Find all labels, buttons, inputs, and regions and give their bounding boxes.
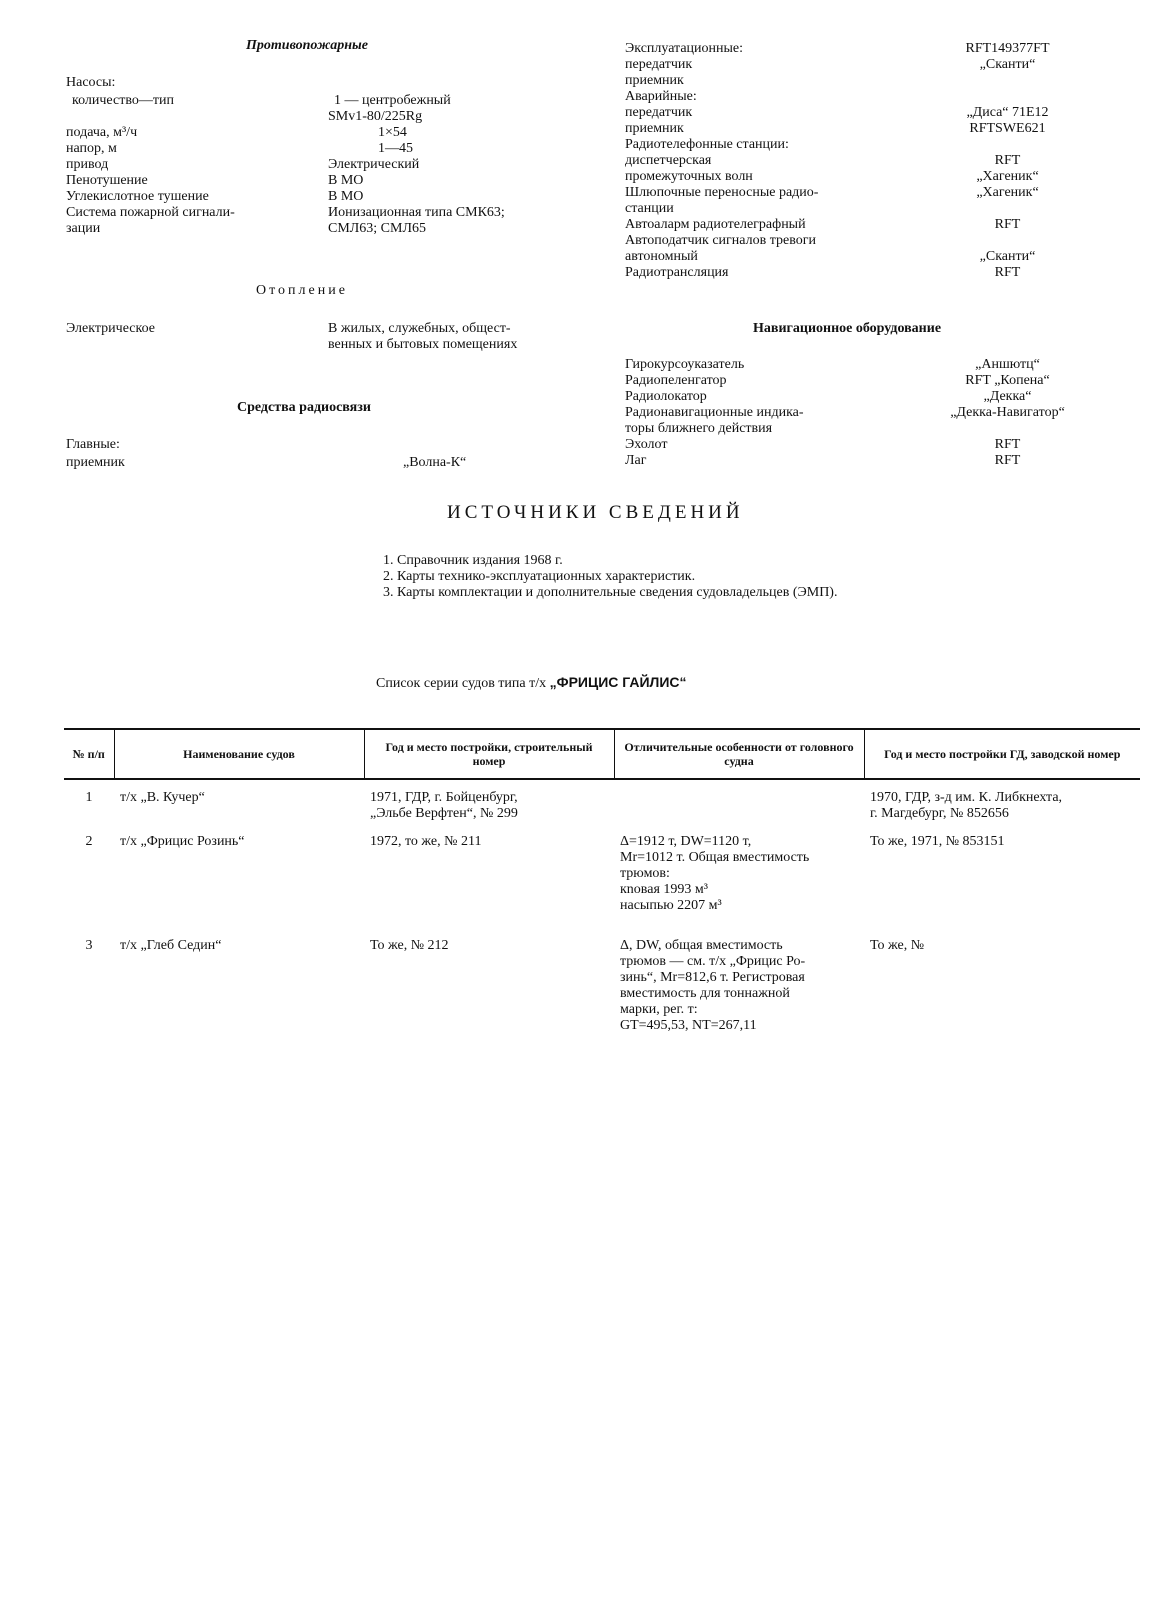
equipment-model — [925, 73, 1090, 89]
nav-row — [625, 453, 1090, 469]
pumps-label: Насосы: — [66, 75, 116, 90]
built-line: 1971, ГДР, г. Бойценбург, — [370, 790, 518, 805]
engine-line: То же, 1971, № 853151 — [870, 834, 1005, 849]
engine-line: 1970, ГДР, з-д им. К. Либкнехта, — [870, 790, 1063, 805]
engine-line: г. Магдебург, № 852656 — [870, 806, 1009, 821]
equipment-row — [625, 57, 1090, 73]
header-engine: Год и место постройки ГД, заводской номер — [864, 729, 1140, 779]
feature-line: насыпью 2207 м³ — [620, 898, 722, 913]
series-title-prefix: Список серии судов типа т/х — [376, 676, 547, 691]
equipment-model: RFT149377FT — [965, 41, 1050, 56]
built-line: 1972, то же, № 211 — [370, 834, 482, 849]
receiver-key: приемник — [66, 455, 125, 470]
equipment-name: Гирокурсоуказатель — [625, 357, 745, 372]
feature-line: кnовая 1993 м³ — [620, 882, 708, 897]
equipment-model — [925, 233, 1090, 249]
fire-heading: Противопожарные — [246, 38, 368, 53]
ship-num: 3 — [85, 938, 93, 953]
spec-row — [66, 125, 606, 141]
equipment-name: Автоподатчик сигналов тревоги — [625, 233, 816, 248]
equipment-name: Радиопеленгатор — [625, 373, 727, 388]
spec-key: количество—тип — [72, 93, 174, 108]
receiver-value: „Волна-К“ — [403, 455, 467, 470]
equipment-model — [925, 89, 1090, 105]
equipment-row — [625, 153, 1090, 169]
spec-key — [66, 109, 328, 125]
heating-heading: Отопление — [256, 283, 348, 298]
equipment-name: приемник — [625, 121, 684, 136]
equipment-name: Радиотелефонные станции: — [625, 137, 789, 152]
equipment-model: „Декка“ — [983, 389, 1032, 404]
equipment-model: „Хагеник“ — [976, 169, 1039, 184]
equipment-name: Радионавигационные индика- — [625, 405, 804, 420]
radio-heading: Средства радиосвязи — [237, 400, 371, 415]
spec-value: 1×54 — [378, 125, 407, 140]
nav-row — [625, 357, 1090, 373]
spec-value: SMv1-80/225Rg — [328, 109, 423, 124]
nav-row — [625, 421, 1090, 437]
spec-row — [66, 141, 606, 157]
spec-key: зации — [66, 221, 101, 236]
ship-num: 1 — [85, 790, 93, 805]
header-built: Год и место постройки, строительный номер — [364, 729, 614, 779]
source-item: 1. Справочник издания 1968 г. — [383, 553, 563, 568]
equipment-model — [925, 137, 1090, 153]
equipment-model: RFTSWE621 — [969, 121, 1046, 136]
equipment-name: станции — [625, 201, 674, 216]
equipment-model: RFT — [994, 437, 1021, 452]
equipment-row — [625, 185, 1090, 201]
spec-key: Система пожарной сигнали- — [66, 205, 235, 220]
equipment-row — [625, 169, 1090, 185]
equipment-name: приемник — [625, 73, 684, 88]
header-num: № п/п — [64, 729, 114, 779]
table-row — [64, 779, 1140, 832]
ship-engine — [864, 832, 1140, 936]
nav-row — [625, 405, 1090, 421]
table-row — [64, 832, 1140, 936]
spec-row — [66, 109, 606, 125]
equipment-name: Автоаларм радиотелеграфный — [625, 217, 806, 232]
equipment-name: Радиотрансляция — [625, 265, 729, 280]
equipment-name: торы ближнего действия — [625, 421, 773, 436]
series-title-name: „ФРИЦИС ГАЙЛИС“ — [549, 674, 687, 690]
equipment-model: „Сканти“ — [979, 57, 1036, 72]
equipment-row — [625, 137, 1090, 153]
equipment-name: Лаг — [625, 453, 647, 468]
feature-line: трюмов: — [620, 866, 670, 881]
equipment-model: RFT — [994, 153, 1021, 168]
equipment-name: передатчик — [625, 57, 693, 72]
spec-row — [66, 173, 606, 189]
equipment-model: RFT „Копена“ — [965, 373, 1050, 388]
source-item: 3. Карты комплектации и дополнительные сведения судовладельцев (ЭМП). — [383, 585, 838, 600]
table-row — [64, 936, 1140, 1036]
spec-row — [66, 189, 606, 205]
equipment-row — [625, 73, 1090, 89]
ship-name: т/х „Фрицис Розинь“ — [120, 834, 245, 849]
radio-equipment-list — [625, 41, 1090, 281]
ship-features — [614, 779, 864, 832]
heating-line: венных и бытовых помещениях — [328, 337, 518, 352]
spec-value: СМЛ63; СМЛ65 — [328, 221, 426, 236]
equipment-name: диспетчерская — [625, 153, 712, 168]
feature-line: Mr=1012 т. Общая вместимость — [620, 850, 810, 865]
sources-list — [333, 553, 853, 601]
equipment-model: „Сканти“ — [979, 249, 1036, 264]
equipment-model — [925, 421, 1090, 437]
equipment-row — [625, 233, 1090, 249]
engine-line: То же, № — [870, 938, 925, 953]
equipment-model: „Диса“ 71Е12 — [966, 105, 1049, 120]
nav-row — [625, 437, 1090, 453]
spec-value: В МО — [328, 189, 364, 204]
ship-built — [364, 832, 614, 936]
ship-engine — [864, 779, 1140, 832]
spec-value: В МО — [328, 173, 364, 188]
spec-key: Пенотушение — [66, 173, 148, 188]
feature-line: трюмов — см. т/х „Фрицис Ро- — [620, 954, 806, 969]
ship-built — [364, 779, 614, 832]
spec-key: привод — [66, 157, 109, 172]
feature-line: вместимость для тоннажной — [620, 986, 790, 1001]
equipment-name: Аварийные: — [625, 89, 697, 104]
spec-value: 1—45 — [378, 141, 413, 156]
spec-row — [66, 93, 606, 109]
spec-value: Электрический — [328, 157, 420, 172]
equipment-model: „Аншютц“ — [975, 357, 1040, 372]
nav-row — [625, 373, 1090, 389]
equipment-name: Радиолокатор — [625, 389, 707, 404]
ship-name: т/х „Глеб Седин“ — [120, 938, 222, 953]
nav-row — [625, 389, 1090, 405]
equipment-name: Эксплуатационные: — [625, 41, 744, 56]
main-label: Главные: — [66, 437, 120, 452]
equipment-model: RFT — [994, 217, 1021, 232]
heating-line: В жилых, служебных, общест- — [328, 321, 511, 336]
feature-line: GT=495,53, NT=267,11 — [620, 1018, 757, 1033]
equipment-name: промежуточных волн — [625, 169, 753, 184]
feature-line: марки, рег. т: — [620, 1002, 698, 1017]
equipment-row — [625, 121, 1090, 137]
equipment-model: RFT — [994, 453, 1021, 468]
equipment-name: передатчик — [625, 105, 693, 120]
spec-row — [66, 221, 606, 237]
spec-value: Ионизационная типа СМК63; — [328, 205, 505, 220]
feature-line: зинь“, Mr=812,6 т. Регистровая — [620, 970, 805, 985]
spec-value: 1 — центробежный — [334, 93, 451, 108]
heating-value — [328, 321, 608, 353]
ship-features — [614, 832, 864, 936]
equipment-row — [625, 89, 1090, 105]
ship-name: т/х „В. Кучер“ — [120, 790, 205, 805]
spec-key: Углекислотное тушение — [66, 189, 209, 204]
series-title — [376, 674, 687, 692]
fire-specs — [66, 93, 606, 237]
ship-engine — [864, 936, 1140, 1036]
equipment-row — [625, 265, 1090, 281]
header-name: Наименование судов — [114, 729, 364, 779]
equipment-row — [625, 201, 1090, 217]
ship-built — [364, 936, 614, 1036]
equipment-model: RFT — [994, 265, 1021, 280]
spec-key: подача, м³/ч — [66, 125, 138, 140]
built-line: То же, № 212 — [370, 938, 449, 953]
equipment-name: Шлюпочные переносные радио- — [625, 185, 819, 200]
header-features: Отличительные особенности от головного судна — [614, 729, 864, 779]
sources-title: ИСТОЧНИКИ СВЕДЕНИЙ — [447, 502, 744, 523]
spec-row — [66, 205, 606, 221]
table-header-row — [64, 729, 1140, 779]
equipment-model: „Хагеник“ — [976, 185, 1039, 200]
equipment-row — [625, 249, 1090, 265]
equipment-name: Эхолот — [625, 437, 668, 452]
ship-features — [614, 936, 864, 1036]
spec-row — [66, 157, 606, 173]
ship-num: 2 — [85, 834, 93, 849]
feature-line: Δ=1912 т, DW=1120 т, — [620, 834, 752, 849]
built-line: „Эльбе Верфтен“, № 299 — [370, 806, 518, 821]
equipment-name: автономный — [625, 249, 698, 264]
source-item: 2. Карты технико-эксплуатационных характеристик. — [383, 569, 696, 584]
equipment-row — [625, 105, 1090, 121]
ships-table — [64, 728, 1140, 1036]
nav-equipment-list — [625, 357, 1090, 469]
equipment-model: „Декка-Навигатор“ — [950, 405, 1065, 420]
equipment-row — [625, 41, 1090, 57]
spec-key: напор, м — [66, 141, 117, 156]
feature-line: Δ, DW, общая вместимость — [620, 938, 783, 953]
equipment-model — [925, 201, 1090, 217]
equipment-row — [625, 217, 1090, 233]
heating-key: Электрическое — [66, 321, 155, 336]
nav-heading: Навигационное оборудование — [753, 321, 942, 336]
